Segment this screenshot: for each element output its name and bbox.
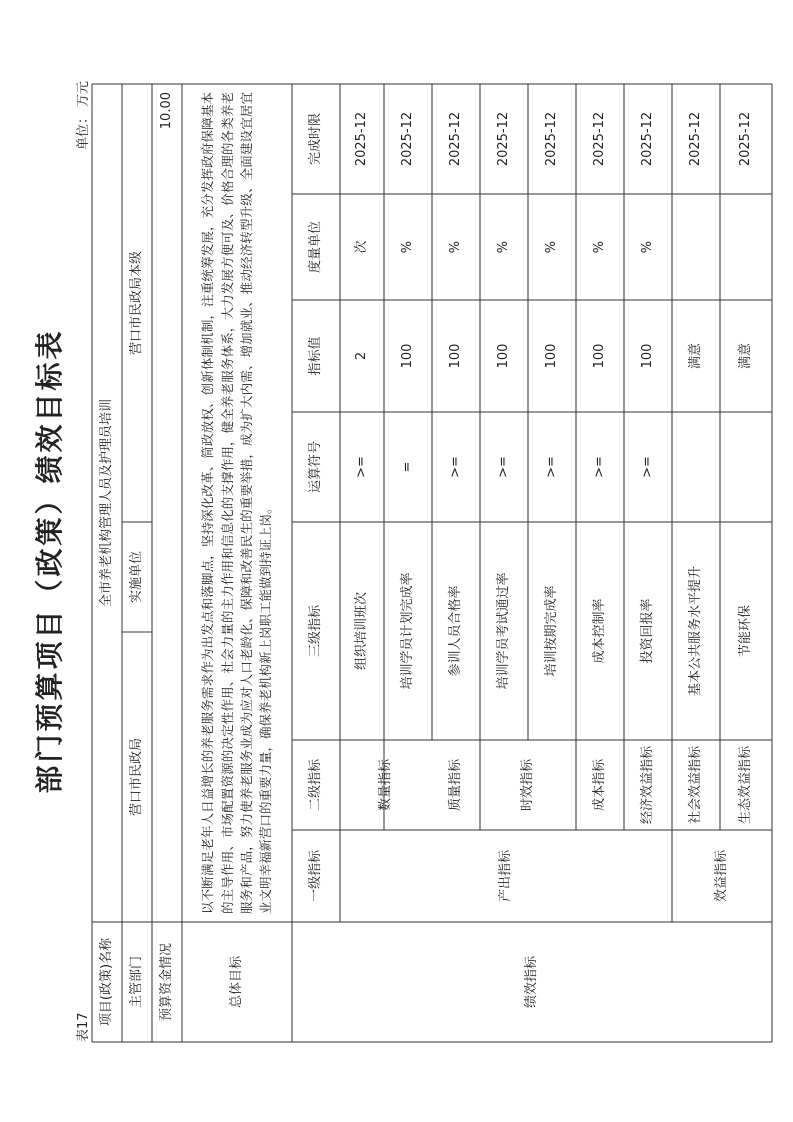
- unit-cell: %: [400, 240, 416, 254]
- level3-cell: 节能环保: [738, 605, 754, 658]
- col-header-value: 指标值: [308, 336, 324, 376]
- col-header-level3: 三级指标: [308, 605, 324, 658]
- dept-label: 主管部门: [129, 956, 145, 1009]
- operator-cell: >=: [640, 456, 656, 478]
- unit-cell: %: [544, 240, 560, 254]
- unit-cell: %: [448, 240, 464, 254]
- level3-cell: 培训按期完成率: [544, 585, 560, 677]
- deadline-cell: 2025-12: [496, 111, 512, 167]
- operator-cell: >=: [592, 456, 608, 478]
- document-title: 部门预算项目（政策）绩效目标表: [33, 328, 66, 794]
- level2-economic: 经济效益指标: [640, 746, 656, 825]
- level1-output: 产出指标: [498, 850, 514, 903]
- value-cell: 满意: [738, 343, 754, 370]
- table-number: 表17: [76, 1012, 91, 1042]
- col-header-level1: 一级指标: [308, 850, 324, 903]
- level2-ecological: 生态效益指标: [738, 746, 754, 825]
- level3-cell: 成本控制率: [592, 598, 608, 664]
- col-header-operator: 运算符号: [308, 441, 324, 494]
- impl-value: 营口市民政局本级: [129, 251, 145, 356]
- level3-cell: 培训学员考试通过率: [496, 572, 512, 690]
- col-header-unit: 度量单位: [308, 221, 324, 274]
- col-header-deadline: 完成时限: [308, 113, 324, 166]
- project-name-label: 项目(政策)名称: [99, 937, 115, 1027]
- value-cell: 100: [496, 343, 512, 369]
- deadline-cell: 2025-12: [400, 111, 416, 167]
- level1-benefit: 效益指标: [714, 850, 730, 903]
- unit-cell: [720, 194, 772, 300]
- operator-cell: [672, 412, 720, 522]
- project-name-value: 全市养老机构管理人员及护理员培训: [99, 399, 115, 608]
- value-cell: 100: [400, 343, 416, 369]
- operator-cell: [720, 412, 772, 522]
- deadline-cell: 2025-12: [354, 111, 370, 167]
- deadline-cell: 2025-12: [448, 111, 464, 167]
- value-cell: 2: [354, 351, 370, 361]
- value-cell: 满意: [688, 343, 704, 370]
- budget-value: 10.00: [159, 92, 175, 130]
- level2-social: 社会效益指标: [688, 746, 704, 825]
- unit-cell: 次: [354, 240, 370, 254]
- level3-cell: 基本公共服务水平提升: [688, 566, 704, 697]
- operator-cell: >=: [496, 456, 512, 478]
- deadline-cell: 2025-12: [592, 111, 608, 167]
- level2-quantity: 数量指标: [378, 759, 394, 812]
- level2-timeliness: 时效指标: [520, 759, 536, 812]
- unit-label: 单位：: [76, 110, 91, 150]
- level3-cell: 培训学员计划完成率: [400, 572, 416, 690]
- deadline-cell: 2025-12: [640, 111, 656, 167]
- level3-cell: 参训人员合格率: [448, 585, 464, 677]
- value-cell: 100: [544, 343, 560, 369]
- operator-cell: =: [400, 461, 416, 473]
- deadline-cell: 2025-12: [738, 111, 754, 167]
- level2-quality: 质量指标: [448, 759, 464, 812]
- operator-cell: >=: [354, 456, 370, 478]
- level3-cell: 组织培训班次: [354, 592, 370, 671]
- dept-value: 营口市民政局: [129, 738, 145, 817]
- budget-label: 预算资金情况: [159, 943, 175, 1022]
- goal-label: 总体目标: [229, 956, 245, 1009]
- level2-cost: 成本指标: [592, 759, 608, 812]
- col-header-level2: 二级指标: [308, 759, 324, 812]
- value-cell: 100: [592, 343, 608, 369]
- value-cell: 100: [448, 343, 464, 369]
- unit-cell: %: [592, 240, 608, 254]
- level3-cell: 投资回报率: [640, 598, 656, 664]
- deadline-cell: 2025-12: [544, 111, 560, 167]
- operator-cell: >=: [544, 456, 560, 478]
- unit-cell: %: [496, 240, 512, 254]
- deadline-cell: 2025-12: [688, 111, 704, 167]
- value-cell: 100: [640, 343, 656, 369]
- impl-label: 实施单位: [129, 551, 145, 604]
- unit-cell: %: [640, 240, 656, 254]
- operator-cell: >=: [448, 456, 464, 478]
- unit-cell: [672, 194, 720, 300]
- goal-text: 以不断满足老年人日益增长的养老服务需求作为出发点和落脚点，坚持深化改革、简政放权、创新体制机制，注重统筹发展，充分发挥政府保障基本的主导作用、市场配置资源的决定性作用、社会力量的主力作用和信息化的支撑作用，健全养老服务体系，大力发展方便可及、价格合理的各类养老服务和产品，努力使养老服务业成为应对人口老龄化、保障和改善民生的重要举措，成为扩大内需、增加就业、推动经济转型升级、全面建设宜居宜业文明幸福新营口的重要力量，确保养老机构新上岗职工能做到持证上岗。: [200, 92, 274, 914]
- unit-value: 万元: [76, 80, 91, 107]
- perf-label: 绩效指标: [524, 956, 540, 1009]
